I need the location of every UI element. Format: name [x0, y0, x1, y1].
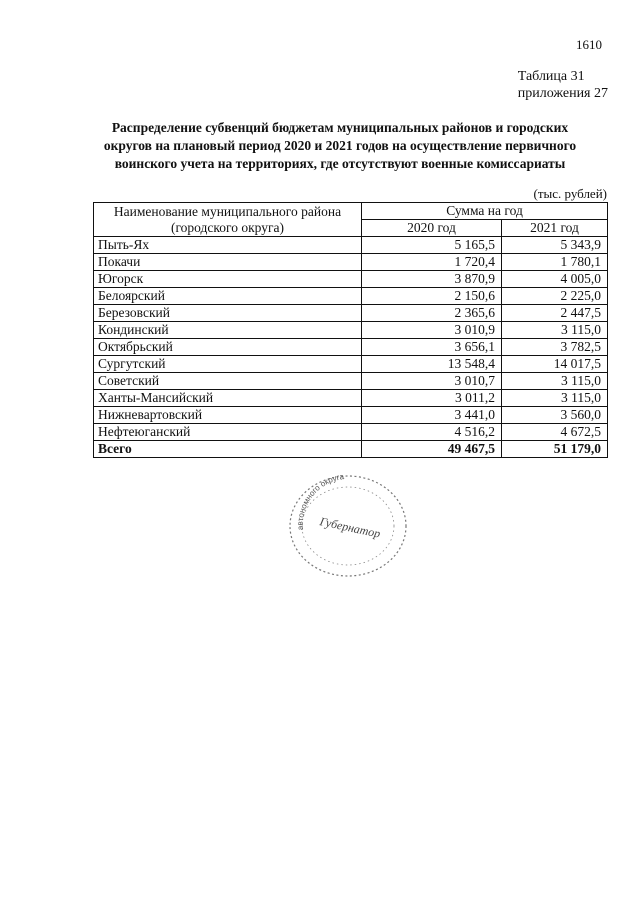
value-2021-cell: 1 780,1 [502, 254, 608, 271]
document-title: Распределение субвенций бюджетам муниципальных районов и городских округов на плановый период 2020 и 2021 годов на осуществление первичного воинского учета на территориях, где отсутствуют военные комиссариаты [103, 120, 577, 171]
value-2021-cell: 2 447,5 [502, 305, 608, 322]
district-name-cell: Покачи [94, 254, 362, 271]
value-2020-cell: 3 010,7 [362, 373, 502, 390]
header-year-2020: 2020 год [362, 220, 502, 237]
district-name-cell: Советский [94, 373, 362, 390]
table-row [94, 356, 608, 373]
table-row [94, 339, 608, 356]
table-row [94, 407, 608, 424]
district-name-cell: Всего [94, 441, 362, 458]
table-reference [518, 68, 608, 102]
table-row [94, 424, 608, 441]
district-name-cell: Сургутский [94, 356, 362, 373]
table-row [94, 237, 608, 254]
district-name-cell: Югорск [94, 271, 362, 288]
table-body [94, 237, 608, 458]
value-2020-cell: 13 548,4 [362, 356, 502, 373]
value-2020-cell: 2 365,6 [362, 305, 502, 322]
value-2021-cell: 3 115,0 [502, 390, 608, 407]
value-2021-cell: 51 179,0 [502, 441, 608, 458]
table-row [94, 288, 608, 305]
value-2020-cell: 49 467,5 [362, 441, 502, 458]
page-number: 1610 [576, 37, 602, 52]
header-name-line1: Наименование муниципального района [113, 203, 342, 219]
district-name-cell: Белоярский [94, 288, 362, 305]
value-2021-cell: 5 343,9 [502, 237, 608, 254]
district-name-cell: Пыть-Ях [94, 237, 362, 254]
value-2020-cell: 3 010,9 [362, 322, 502, 339]
value-2020-cell: 4 516,2 [362, 424, 502, 441]
governor-seal-stamp [283, 468, 413, 580]
district-name-cell: Ханты-Мансийский [94, 390, 362, 407]
header-name-line2: (городского округа) [170, 219, 285, 235]
value-2020-cell: 3 011,2 [362, 390, 502, 407]
value-2020-cell: 3 441,0 [362, 407, 502, 424]
table-reference-line2: приложения 27 [517, 86, 608, 101]
table-total-row [94, 441, 608, 458]
value-2021-cell: 2 225,0 [502, 288, 608, 305]
header-annual-sum: Сумма на год [362, 203, 608, 220]
district-name-cell: Нижневартовский [94, 407, 362, 424]
district-name-cell: Нефтеюганский [94, 424, 362, 441]
value-2020-cell: 3 870,9 [362, 271, 502, 288]
value-2020-cell: 1 720,4 [362, 254, 502, 271]
value-2021-cell: 3 115,0 [502, 373, 608, 390]
header-district-name [94, 203, 362, 237]
value-2021-cell: 4 672,5 [502, 424, 608, 441]
district-name-cell: Березовский [94, 305, 362, 322]
seal-center-text: Губернатор [318, 514, 382, 541]
table-reference-line1: Таблица 31 [517, 69, 585, 84]
seal-ring-text: автономного округа [295, 472, 345, 531]
value-2021-cell: 4 005,0 [502, 271, 608, 288]
district-name-cell: Кондинский [94, 322, 362, 339]
value-2021-cell: 3 782,5 [502, 339, 608, 356]
units-label: (тыс. рублей) [533, 186, 607, 201]
table-row [94, 373, 608, 390]
value-2020-cell: 5 165,5 [362, 237, 502, 254]
value-2020-cell: 2 150,6 [362, 288, 502, 305]
value-2021-cell: 3 115,0 [502, 322, 608, 339]
district-name-cell: Октябрьский [94, 339, 362, 356]
table-row [94, 305, 608, 322]
table-row [94, 254, 608, 271]
value-2021-cell: 3 560,0 [502, 407, 608, 424]
value-2020-cell: 3 656,1 [362, 339, 502, 356]
value-2021-cell: 14 017,5 [502, 356, 608, 373]
header-year-2021: 2021 год [502, 220, 608, 237]
table-row [94, 271, 608, 288]
table-row [94, 322, 608, 339]
table-row [94, 390, 608, 407]
subvention-table [93, 202, 608, 458]
